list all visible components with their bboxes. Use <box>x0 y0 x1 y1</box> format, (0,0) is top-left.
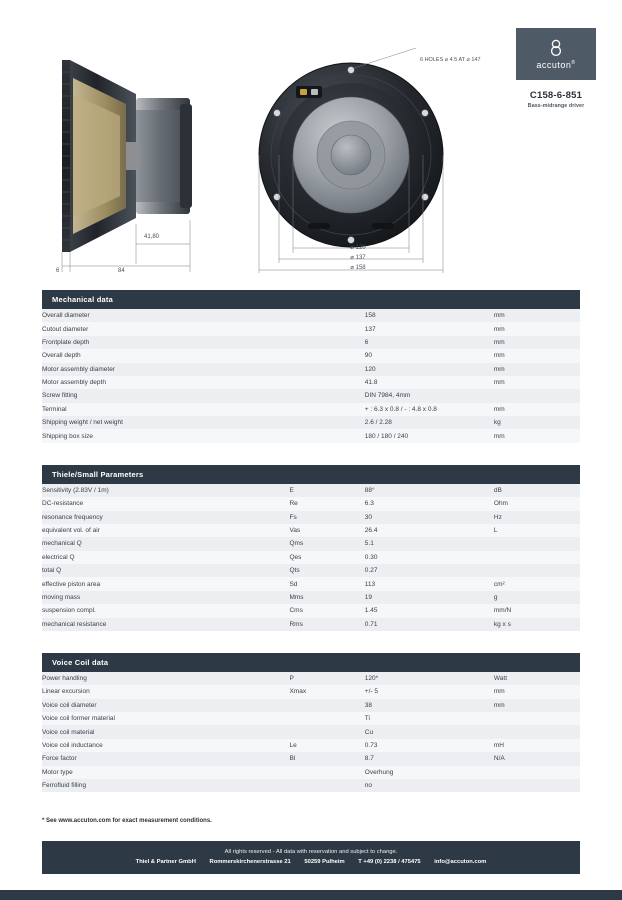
table-mechanical-data <box>42 290 580 443</box>
row-label: mechanical Q <box>42 540 82 548</box>
table-row <box>42 604 580 617</box>
row-unit: cm² <box>493 580 505 588</box>
row-symbol: Mms <box>289 593 304 601</box>
hole-pattern-note: 6 HOLES ⌀ 4.5 AT ⌀ 147 <box>420 57 481 63</box>
row-unit: mm <box>493 338 505 346</box>
table-row <box>42 389 580 402</box>
row-label: Linear excursion <box>42 688 90 696</box>
dim-158: ⌀ 158 <box>350 265 366 271</box>
row-symbol <box>289 712 364 725</box>
row-label: Shipping box size <box>42 432 93 440</box>
row-value: 19 <box>364 593 373 601</box>
row-label: Force factor <box>42 755 77 763</box>
row-symbol <box>289 779 364 792</box>
row-label: mechanical resistance <box>42 620 107 628</box>
row-value: 0.71 <box>364 620 378 628</box>
row-label: Screw fitting <box>42 392 78 400</box>
row-unit <box>494 779 580 792</box>
drawings-area <box>0 0 622 290</box>
row-value: 1.45 <box>364 607 378 615</box>
row-label: equivalent vol. of air <box>42 527 100 535</box>
row-symbol: Bl <box>289 755 296 763</box>
dim-overall-depth: 84 <box>118 268 125 274</box>
table-title-mechanical: Mechanical data <box>42 290 580 309</box>
row-label: Motor type <box>42 768 73 776</box>
row-unit: mm <box>493 325 505 333</box>
footer-phone: T +49 (0) 2238 / 475475 <box>358 859 421 865</box>
row-value: Cu <box>364 728 374 736</box>
footer-email[interactable]: info@accuton.com <box>434 859 487 865</box>
table-row <box>42 524 580 537</box>
row-symbol: Cms <box>289 607 303 615</box>
row-unit: g <box>493 593 498 601</box>
row-value: 113 <box>364 580 376 588</box>
row-symbol <box>289 416 364 429</box>
logo-plate <box>516 28 596 80</box>
row-label: moving mass <box>42 593 81 601</box>
row-value: 6.3 <box>364 500 374 508</box>
footer-street: Rommerskirchenerstrasse 21 <box>209 859 291 865</box>
row-unit <box>494 564 580 577</box>
row-value: 90 <box>364 352 373 360</box>
row-value: 30 <box>364 513 373 521</box>
row-label: Ferrofluid filling <box>42 782 87 790</box>
row-unit: Ohm <box>493 500 508 508</box>
table-row <box>42 537 580 550</box>
row-symbol <box>289 349 364 362</box>
table-row <box>42 484 580 497</box>
side-view-drawing <box>40 38 220 274</box>
row-unit: mH <box>493 741 504 749</box>
row-symbol: Fs <box>289 513 297 521</box>
row-value: + : 6.3 x 0.8 / - : 4.8 x 0.8 <box>364 405 437 413</box>
row-unit: mm <box>493 352 505 360</box>
row-label: suspension compl. <box>42 607 96 615</box>
dim-120: ⌀ 120 <box>350 245 366 251</box>
side-view-svg <box>40 38 220 273</box>
row-symbol: Rms <box>289 620 303 628</box>
row-value: 180 / 180 / 240 <box>364 432 409 440</box>
row-unit: mm/N <box>493 607 512 615</box>
row-value: 120* <box>364 675 379 683</box>
table-row <box>42 725 580 738</box>
row-symbol <box>289 309 364 322</box>
row-value: 26.4 <box>364 527 378 535</box>
row-label: Motor assembly depth <box>42 379 106 387</box>
dim-frontplate-depth: 6 <box>56 268 60 274</box>
row-symbol: Qts <box>289 567 300 575</box>
footer-city: 50259 Pulheim <box>304 859 345 865</box>
page-footer <box>42 841 580 874</box>
model-number: C158-6-851 <box>529 90 583 101</box>
row-unit <box>494 389 580 402</box>
row-unit <box>494 537 580 550</box>
table-row <box>42 752 580 765</box>
brand-text: accuton <box>536 59 572 70</box>
row-label: Shipping weight / net weight <box>42 419 123 427</box>
measurement-footnote: * See www.accuton.com for exact measurement conditions. <box>42 818 212 825</box>
bottom-bar <box>0 890 622 900</box>
row-value: 0.30 <box>364 553 378 561</box>
footer-rights-text: All rights reserved - All data with reservation and subject to change. <box>224 849 398 855</box>
row-unit: mm <box>493 432 505 440</box>
row-unit: mm <box>493 379 505 387</box>
table-row <box>42 309 580 322</box>
row-label: Power handling <box>42 675 87 683</box>
row-value: +/- 5 <box>364 688 378 696</box>
table-row <box>42 739 580 752</box>
row-unit: dB <box>493 486 502 494</box>
row-symbol: Qms <box>289 540 304 548</box>
row-value: 137 <box>364 325 376 333</box>
row-unit <box>494 766 580 779</box>
table-row <box>42 618 580 631</box>
row-symbol <box>289 699 364 712</box>
table-title-voice-coil: Voice Coil data <box>42 653 580 672</box>
row-unit: mm <box>493 701 505 709</box>
table-row <box>42 497 580 510</box>
row-symbol: Re <box>289 500 298 508</box>
row-value: Overhung <box>364 768 394 776</box>
brand-logo-block <box>516 28 596 109</box>
row-unit: L <box>493 527 498 535</box>
table-row <box>42 322 580 335</box>
row-label: Sensitivity (2.83V / 1m) <box>42 486 109 494</box>
front-dimension-labels <box>248 244 468 274</box>
row-value: 0.27 <box>364 567 378 575</box>
row-unit <box>494 551 580 564</box>
row-label: Frontplate depth <box>42 338 90 346</box>
row-unit: N/A <box>493 755 505 763</box>
table-row <box>42 712 580 725</box>
row-symbol <box>289 376 364 389</box>
row-value: no <box>364 782 373 790</box>
table-row <box>42 577 580 590</box>
row-label: Overall diameter <box>42 312 90 320</box>
table-row <box>42 429 580 442</box>
table-row <box>42 416 580 429</box>
front-view-svg <box>248 30 468 280</box>
table-row <box>42 363 580 376</box>
row-symbol: Qes <box>289 553 302 561</box>
row-label: Motor assembly diameter <box>42 365 115 373</box>
row-symbol: Le <box>289 741 297 749</box>
row-value: 5.1 <box>364 540 374 548</box>
table-row <box>42 685 580 698</box>
row-label: Voice coil material <box>42 728 95 736</box>
row-label: Voice coil former material <box>42 715 115 723</box>
row-symbol <box>289 403 364 416</box>
table-row <box>42 376 580 389</box>
row-symbol <box>289 429 364 442</box>
mechanical-data-table <box>42 309 580 443</box>
row-value: Ti <box>364 715 370 723</box>
row-symbol <box>289 766 364 779</box>
table-thiele-small <box>42 465 580 631</box>
dim-motor-depth: 41,80 <box>144 234 160 240</box>
row-label: electrical Q <box>42 553 75 561</box>
row-symbol <box>289 725 364 738</box>
table-row <box>42 779 580 792</box>
row-unit: mm <box>493 688 505 696</box>
table-voice-coil-data <box>42 653 580 792</box>
row-symbol <box>289 389 364 402</box>
row-value: 8.7 <box>364 755 374 763</box>
voice-coil-table <box>42 672 580 792</box>
row-label: Voice coil inductance <box>42 741 103 749</box>
thiele-small-table <box>42 484 580 631</box>
row-unit: mm <box>493 312 505 320</box>
table-row <box>42 672 580 685</box>
row-value: 6 <box>364 338 369 346</box>
row-unit <box>494 725 580 738</box>
registered-mark: ® <box>571 59 576 66</box>
row-value: 38 <box>364 701 373 709</box>
row-unit: Watt <box>493 675 508 683</box>
row-value: 0.73 <box>364 741 378 749</box>
row-label: effective piston area <box>42 580 101 588</box>
row-unit: kg <box>493 419 501 427</box>
row-symbol: P <box>289 675 294 683</box>
row-label: Terminal <box>42 405 67 413</box>
front-view-drawing <box>248 30 481 280</box>
footer-contact-line <box>42 859 580 865</box>
row-symbol: Xmax <box>289 688 307 696</box>
row-symbol: Vas <box>289 527 301 535</box>
row-symbol <box>289 336 364 349</box>
brand-name <box>536 60 575 70</box>
row-unit: mm <box>493 405 505 413</box>
table-row <box>42 403 580 416</box>
footer-company: Thiel & Partner GmbH <box>135 859 196 865</box>
row-value: 2.6 / 2.28 <box>364 419 392 427</box>
table-row <box>42 336 580 349</box>
row-symbol <box>289 363 364 376</box>
row-value: 120 <box>364 365 376 373</box>
table-row <box>42 699 580 712</box>
row-unit: Hz <box>493 513 502 521</box>
row-value: 158 <box>364 312 376 320</box>
row-value: 88° <box>364 486 375 494</box>
spec-tables <box>0 290 622 792</box>
accuton-mark-icon <box>549 39 563 57</box>
table-row <box>42 551 580 564</box>
row-label: Cutout diameter <box>42 325 89 333</box>
row-label: Overall depth <box>42 352 81 360</box>
row-label: DC-resistance <box>42 500 84 508</box>
model-subtitle: Bass-midrange driver <box>527 103 585 109</box>
table-row <box>42 766 580 779</box>
table-row <box>42 564 580 577</box>
row-symbol <box>289 322 364 335</box>
row-unit <box>494 712 580 725</box>
row-symbol: E <box>289 486 294 494</box>
table-row <box>42 349 580 362</box>
row-unit: mm <box>493 365 505 373</box>
row-label: Voice coil diameter <box>42 701 97 709</box>
row-value: 41.8 <box>364 379 378 387</box>
table-title-thiele-small: Thiele/Small Parameters <box>42 465 580 484</box>
row-symbol: Sd <box>289 580 298 588</box>
table-row <box>42 591 580 604</box>
table-row <box>42 511 580 524</box>
row-value: DIN 7984, 4mm <box>364 392 411 400</box>
dim-137: ⌀ 137 <box>350 255 366 261</box>
row-label: resonance frequency <box>42 513 103 521</box>
row-label: total Q <box>42 567 62 575</box>
row-unit: kg x s <box>493 620 511 628</box>
